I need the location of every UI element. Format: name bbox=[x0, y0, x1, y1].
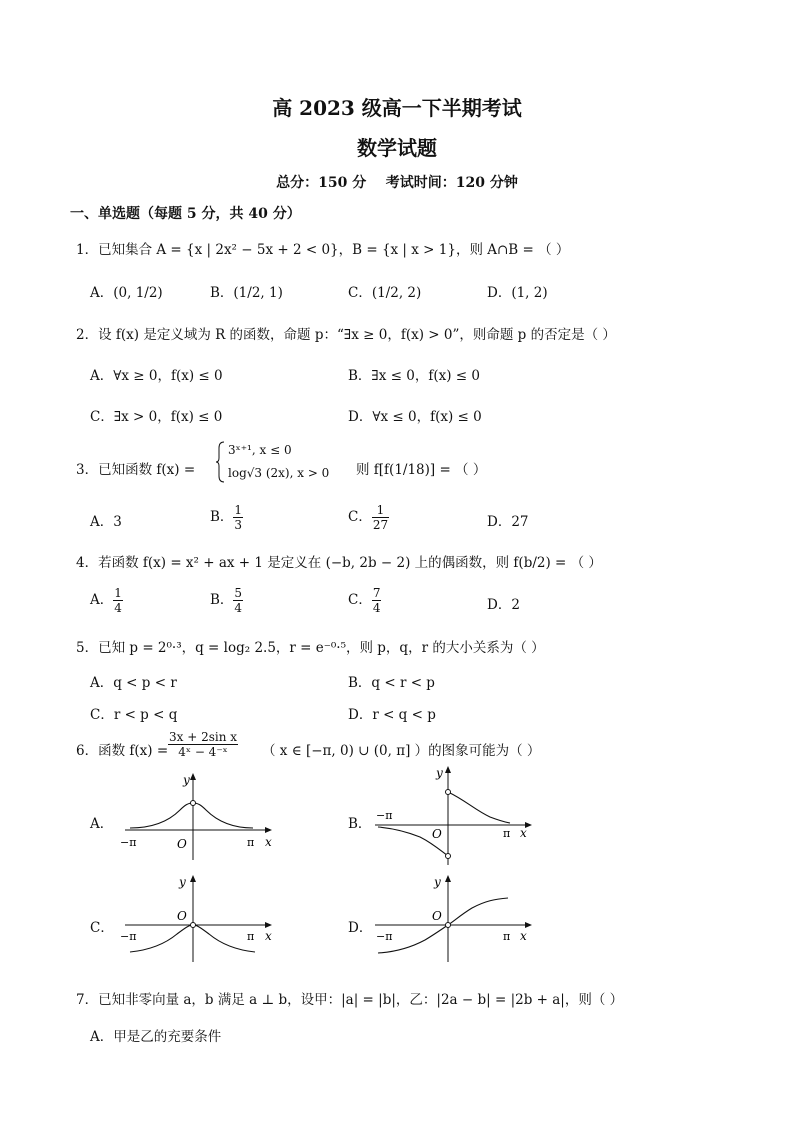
graph-d-y-label: y bbox=[434, 875, 441, 889]
q4-option-c-label: C． bbox=[348, 592, 372, 608]
q3-option-c-label: C． bbox=[348, 509, 372, 525]
piecewise-brace-icon bbox=[216, 440, 226, 484]
q6-option-b: B． bbox=[348, 816, 372, 832]
q3-c-numerator: 1 bbox=[372, 503, 389, 518]
question-5-stem: 5．已知 p = 2⁰·³，q = log₂ 2.5，r = e⁻⁰·⁵，则 p，q，r 的大小关系为（ ） bbox=[76, 640, 545, 656]
q1-option-d: D．(1, 2) bbox=[487, 285, 548, 301]
graph-c-pi: π bbox=[247, 930, 255, 943]
q4-option-c bbox=[348, 586, 381, 615]
graph-b-y-label: y bbox=[436, 766, 443, 780]
q3-case-2: log√3 (2x), x > 0 bbox=[228, 466, 330, 480]
graph-b-x-label: x bbox=[520, 826, 527, 840]
q3-b-numerator: 1 bbox=[234, 503, 243, 517]
q3-option-d: D．27 bbox=[487, 514, 529, 530]
graph-d-x-arrow-icon bbox=[525, 922, 532, 928]
graph-b-open-point-bottom bbox=[446, 854, 451, 859]
graph-a-pi: π bbox=[247, 836, 255, 849]
q1-option-c: C．(1/2, 2) bbox=[348, 285, 422, 301]
question-6-suffix: （ x ∈ [−π, 0) ∪ (0, π] ）的图象可能为（ ） bbox=[262, 743, 541, 759]
question-7-stem: 7．已知非零向量 a，b 满足 a ⊥ b，设甲：|a| = |b|，乙：|2a − b| = |2b + a|，则（ ） bbox=[76, 992, 624, 1008]
q3-option-b-label: B． bbox=[210, 509, 234, 525]
q3-case-1: 3ˣ⁺¹, x ≤ 0 bbox=[228, 443, 292, 457]
graph-a-x-label: x bbox=[265, 835, 272, 849]
question-4-stem: 4．若函数 f(x) = x² + ax + 1 是定义在 (−b, 2b − 2) 上的偶函数，则 f(b/2) = （ ） bbox=[76, 555, 602, 571]
q5-option-c: C．r < p < q bbox=[90, 707, 178, 723]
graph-c-x-arrow-icon bbox=[265, 922, 272, 928]
q3-option-c bbox=[348, 503, 389, 532]
graph-c-y-arrow-icon bbox=[190, 875, 196, 882]
q4-a-denominator: 4 bbox=[114, 601, 122, 615]
q7-option-a: A．甲是乙的充要条件 bbox=[90, 1029, 222, 1045]
graph-c-open-point bbox=[191, 923, 196, 928]
graph-a-curve bbox=[130, 803, 253, 828]
graph-c bbox=[115, 872, 280, 962]
exam-title: 高 2023 级高一下半期考试 bbox=[272, 96, 522, 120]
graph-b-pi: π bbox=[503, 827, 511, 840]
q3-b-denominator: 3 bbox=[234, 518, 243, 532]
q1-option-b: B．(1/2, 1) bbox=[210, 285, 283, 301]
graph-a-x-arrow-icon bbox=[265, 827, 272, 833]
graph-d-x-label: x bbox=[520, 929, 527, 943]
q3-c-denominator: 27 bbox=[372, 518, 389, 532]
q6-option-c: C． bbox=[90, 920, 114, 936]
q6-option-a: A． bbox=[90, 816, 114, 832]
q4-option-b-label: B． bbox=[210, 592, 234, 608]
graph-d-origin: O bbox=[432, 909, 442, 923]
graph-c-y-label: y bbox=[179, 875, 186, 889]
graph-a-y-arrow-icon bbox=[190, 773, 196, 780]
graph-d-open-point bbox=[446, 923, 451, 928]
graph-c-x-label: x bbox=[265, 929, 272, 943]
graph-b-neg-pi: −π bbox=[376, 809, 393, 822]
q4-c-numerator: 7 bbox=[372, 586, 381, 600]
q3-option-a: A．3 bbox=[90, 514, 122, 530]
graph-b bbox=[370, 765, 535, 865]
q6-fraction bbox=[168, 730, 238, 759]
q6-option-d: D． bbox=[348, 920, 373, 936]
graph-d-y-arrow-icon bbox=[445, 875, 451, 882]
q6-denominator: 4ˣ − 4⁻ˣ bbox=[178, 745, 228, 759]
question-2-stem: 2．设 f(x) 是定义域为 R 的函数，命题 p：“∃x ≥ 0，f(x) > 0”，则命题 p 的否定是（ ） bbox=[76, 327, 616, 343]
q4-b-denominator: 4 bbox=[234, 601, 243, 615]
exam-info: 总分：150 分 考试时间：120 分钟 bbox=[276, 175, 518, 191]
q4-option-a bbox=[90, 586, 123, 615]
q2-option-a: A．∀x ≥ 0，f(x) ≤ 0 bbox=[90, 368, 223, 384]
graph-b-curve-right bbox=[448, 792, 510, 823]
graph-a bbox=[115, 770, 280, 860]
graph-a-origin: O bbox=[177, 837, 187, 851]
q5-option-a: A．q < p < r bbox=[90, 675, 177, 691]
q4-a-numerator: 1 bbox=[114, 586, 122, 600]
q4-option-b bbox=[210, 586, 243, 615]
question-1-stem: 1．已知集合 A = {x | 2x² − 5x + 2 < 0}，B = {x | x > 1}，则 A∩B = （ ） bbox=[76, 242, 570, 258]
q2-option-c: C．∃x > 0，f(x) ≤ 0 bbox=[90, 409, 223, 425]
graph-a-neg-pi: −π bbox=[120, 836, 137, 849]
question-3-suffix: 则 f[f(1/18)] = （ ） bbox=[356, 462, 487, 478]
graph-a-open-point bbox=[191, 801, 196, 806]
graph-b-origin: O bbox=[432, 827, 442, 841]
exam-subtitle: 数学试题 bbox=[357, 136, 437, 160]
q4-option-d: D．2 bbox=[487, 597, 520, 613]
graph-b-open-point-top bbox=[446, 790, 451, 795]
q4-option-a-label: A． bbox=[90, 592, 114, 608]
q6-numerator: 3x + 2sin x bbox=[169, 730, 238, 744]
q5-option-d: D．r < q < p bbox=[348, 707, 436, 723]
graph-d bbox=[370, 872, 535, 962]
graph-b-y-arrow-icon bbox=[445, 766, 451, 773]
q5-option-b: B．q < r < p bbox=[348, 675, 435, 691]
question-3-prefix: 3．已知函数 f(x) = bbox=[76, 462, 196, 478]
q2-option-b: B．∃x ≤ 0，f(x) ≤ 0 bbox=[348, 368, 480, 384]
q2-option-d: D．∀x ≤ 0，f(x) ≤ 0 bbox=[348, 409, 482, 425]
graph-d-neg-pi: −π bbox=[376, 930, 393, 943]
graph-c-origin: O bbox=[177, 909, 187, 923]
q1-option-a: A．(0, 1/2) bbox=[90, 285, 163, 301]
graph-c-neg-pi: −π bbox=[120, 930, 137, 943]
graph-d-pi: π bbox=[503, 930, 511, 943]
q4-b-numerator: 5 bbox=[234, 586, 243, 600]
graph-a-y-label: y bbox=[183, 773, 190, 787]
q3-option-b bbox=[210, 503, 243, 532]
section-title: 一、单选题（每题 5 分，共 40 分） bbox=[70, 206, 301, 222]
question-6-prefix: 6．函数 f(x) = bbox=[76, 743, 169, 759]
q4-c-denominator: 4 bbox=[372, 601, 381, 615]
